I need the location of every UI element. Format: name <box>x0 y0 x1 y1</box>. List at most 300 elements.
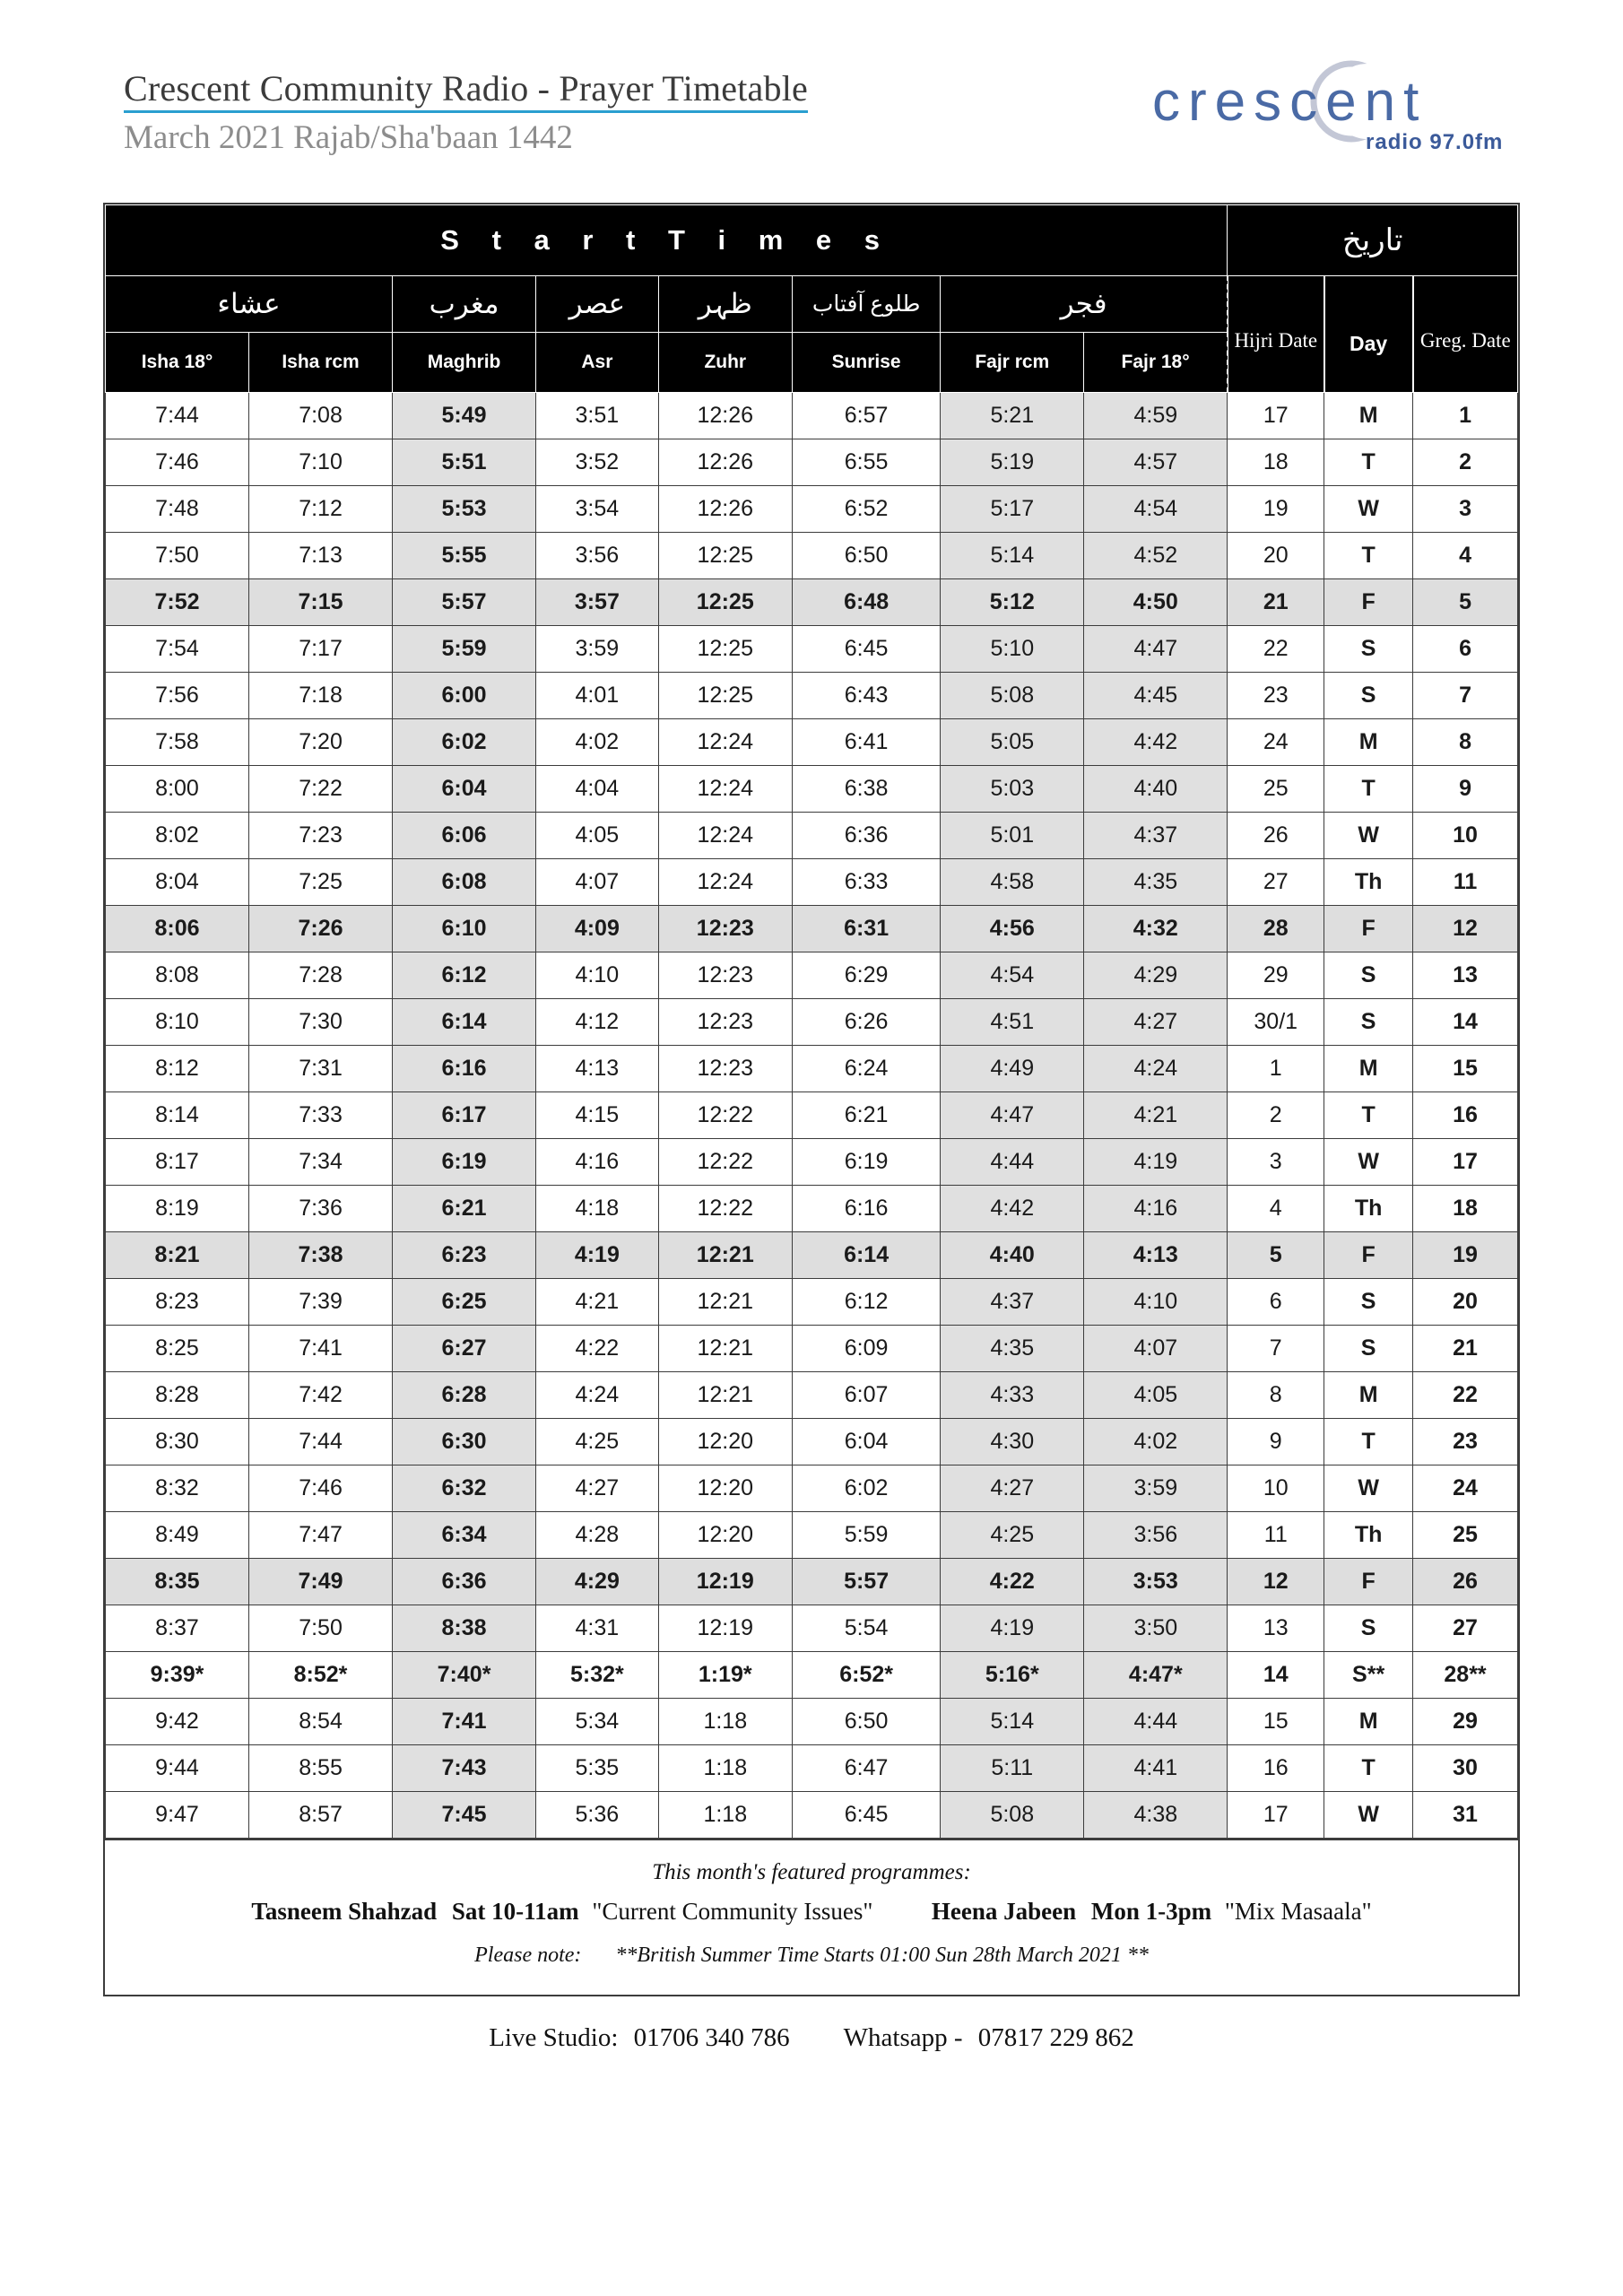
cell-hijri: 17 <box>1228 1792 1324 1839</box>
cell-greg: 9 <box>1413 766 1518 813</box>
table-row <box>106 1139 1518 1186</box>
cell-asr: 4:07 <box>536 859 659 906</box>
cell-asr: 3:56 <box>536 533 659 579</box>
cell-asr: 4:31 <box>536 1605 659 1652</box>
cell-day: S <box>1324 1326 1413 1372</box>
day-header <box>1324 276 1413 393</box>
cell-fajr18: 4:27 <box>1084 999 1228 1046</box>
cell-sunrise: 6:29 <box>792 952 940 999</box>
cell-asr: 4:04 <box>536 766 659 813</box>
cell-hijri: 2 <box>1228 1092 1324 1139</box>
cell-sunrise: 6:26 <box>792 999 940 1046</box>
cell-fajr_rcm: 5:21 <box>941 393 1084 439</box>
cell-fajr18: 4:02 <box>1084 1419 1228 1465</box>
cell-fajr_rcm: 4:49 <box>941 1046 1084 1092</box>
table-row <box>106 439 1518 486</box>
cell-sunrise: 5:57 <box>792 1559 940 1605</box>
cell-zuhr: 12:23 <box>658 999 792 1046</box>
cell-sunrise: 6:31 <box>792 906 940 952</box>
cell-hijri: 30/1 <box>1228 999 1324 1046</box>
cell-hijri: 20 <box>1228 533 1324 579</box>
cell-day: S <box>1324 673 1413 719</box>
table-row <box>106 1512 1518 1559</box>
hijri-date-header-label: Hijri Date <box>1234 328 1318 352</box>
table-row <box>106 1186 1518 1232</box>
cell-zuhr: 12:26 <box>658 439 792 486</box>
cell-fajr18: 4:47* <box>1084 1652 1228 1699</box>
cell-fajr_rcm: 4:22 <box>941 1559 1084 1605</box>
cell-isha_rcm: 7:42 <box>249 1372 393 1419</box>
cell-day: T <box>1324 533 1413 579</box>
cell-fajr_rcm: 4:47 <box>941 1092 1084 1139</box>
cell-sunrise: 6:14 <box>792 1232 940 1279</box>
cell-asr: 4:15 <box>536 1092 659 1139</box>
cell-asr: 4:25 <box>536 1419 659 1465</box>
cell-isha_rcm: 7:46 <box>249 1465 393 1512</box>
featured-programmes-line <box>105 1898 1518 1926</box>
cell-greg: 6 <box>1413 626 1518 673</box>
cell-zuhr: 12:24 <box>658 719 792 766</box>
cell-isha18: 7:44 <box>106 393 249 439</box>
cell-fajr18: 4:50 <box>1084 579 1228 626</box>
cell-sunrise: 6:02 <box>792 1465 940 1512</box>
cell-hijri: 15 <box>1228 1699 1324 1745</box>
cell-hijri: 11 <box>1228 1512 1324 1559</box>
cell-hijri: 14 <box>1228 1652 1324 1699</box>
cell-isha18: 7:58 <box>106 719 249 766</box>
cell-isha18: 8:37 <box>106 1605 249 1652</box>
cell-sunrise: 6:16 <box>792 1186 940 1232</box>
cell-zuhr: 12:25 <box>658 579 792 626</box>
table-row <box>106 1559 1518 1605</box>
cell-fajr_rcm: 5:03 <box>941 766 1084 813</box>
cell-hijri: 22 <box>1228 626 1324 673</box>
cell-day: Th <box>1324 1186 1413 1232</box>
cell-zuhr: 12:23 <box>658 906 792 952</box>
cell-isha_rcm: 7:18 <box>249 673 393 719</box>
cell-isha18: 9:42 <box>106 1699 249 1745</box>
cell-hijri: 26 <box>1228 813 1324 859</box>
cell-isha18: 8:10 <box>106 999 249 1046</box>
table-row <box>106 719 1518 766</box>
cell-day: W <box>1324 1792 1413 1839</box>
cell-asr: 4:16 <box>536 1139 659 1186</box>
cell-zuhr: 12:24 <box>658 766 792 813</box>
isha-urdu-label: عشاء <box>106 276 393 333</box>
cell-maghrib: 6:17 <box>393 1092 536 1139</box>
notes-panel <box>103 1840 1520 1996</box>
sunrise-urdu-label: طلوع آفتاب <box>792 276 940 333</box>
table-row <box>106 673 1518 719</box>
table-row <box>106 1326 1518 1372</box>
cell-fajr_rcm: 4:37 <box>941 1279 1084 1326</box>
cell-hijri: 5 <box>1228 1232 1324 1279</box>
cell-asr: 3:54 <box>536 486 659 533</box>
cell-isha_rcm: 7:25 <box>249 859 393 906</box>
cell-maghrib: 6:28 <box>393 1372 536 1419</box>
cell-hijri: 21 <box>1228 579 1324 626</box>
cell-fajr18: 4:37 <box>1084 813 1228 859</box>
cell-fajr_rcm: 4:30 <box>941 1419 1084 1465</box>
cell-day: M <box>1324 1046 1413 1092</box>
cell-greg: 31 <box>1413 1792 1518 1839</box>
cell-isha_rcm: 7:23 <box>249 813 393 859</box>
cell-isha18: 8:23 <box>106 1279 249 1326</box>
cell-fajr18: 4:52 <box>1084 533 1228 579</box>
cell-isha18: 8:21 <box>106 1232 249 1279</box>
start-times-band: S t a r t T i m e s <box>106 205 1228 276</box>
cell-maghrib: 6:23 <box>393 1232 536 1279</box>
programme-1-host: Tasneem Shahzad <box>251 1898 438 1925</box>
cell-hijri: 23 <box>1228 673 1324 719</box>
cell-fajr18: 4:32 <box>1084 906 1228 952</box>
cell-isha18: 8:25 <box>106 1326 249 1372</box>
cell-greg: 24 <box>1413 1465 1518 1512</box>
cell-fajr_rcm: 5:10 <box>941 626 1084 673</box>
cell-fajr_rcm: 4:42 <box>941 1186 1084 1232</box>
cell-isha_rcm: 7:50 <box>249 1605 393 1652</box>
table-row <box>106 1652 1518 1699</box>
cell-sunrise: 6:43 <box>792 673 940 719</box>
cell-hijri: 18 <box>1228 439 1324 486</box>
cell-fajr18: 3:59 <box>1084 1465 1228 1512</box>
col-header-asr: Asr <box>536 333 659 393</box>
cell-asr: 4:24 <box>536 1372 659 1419</box>
cell-isha18: 7:52 <box>106 579 249 626</box>
programme-2-slot: Mon 1-3pm <box>1090 1898 1212 1925</box>
cell-maghrib: 6:04 <box>393 766 536 813</box>
cell-isha18: 8:30 <box>106 1419 249 1465</box>
cell-maghrib: 6:12 <box>393 952 536 999</box>
cell-fajr18: 4:45 <box>1084 673 1228 719</box>
cell-fajr18: 4:38 <box>1084 1792 1228 1839</box>
cell-hijri: 4 <box>1228 1186 1324 1232</box>
cell-isha18: 7:46 <box>106 439 249 486</box>
cell-sunrise: 6:04 <box>792 1419 940 1465</box>
cell-asr: 4:18 <box>536 1186 659 1232</box>
cell-sunrise: 6:57 <box>792 393 940 439</box>
cell-greg: 23 <box>1413 1419 1518 1465</box>
live-studio-number: 01706 340 786 <box>633 2023 790 2052</box>
cell-day: F <box>1324 906 1413 952</box>
cell-isha_rcm: 7:28 <box>249 952 393 999</box>
cell-asr: 4:10 <box>536 952 659 999</box>
cell-sunrise: 6:47 <box>792 1745 940 1792</box>
col-header-zuhr: Zuhr <box>658 333 792 393</box>
cell-isha18: 7:48 <box>106 486 249 533</box>
cell-greg: 16 <box>1413 1092 1518 1139</box>
cell-fajr18: 4:29 <box>1084 952 1228 999</box>
cell-zuhr: 12:19 <box>658 1559 792 1605</box>
cell-fajr_rcm: 5:12 <box>941 579 1084 626</box>
cell-maghrib: 6:32 <box>393 1465 536 1512</box>
cell-fajr18: 4:16 <box>1084 1186 1228 1232</box>
table-row <box>106 1792 1518 1839</box>
cell-zuhr: 12:22 <box>658 1092 792 1139</box>
cell-sunrise: 6:21 <box>792 1092 940 1139</box>
cell-hijri: 7 <box>1228 1326 1324 1372</box>
cell-sunrise: 6:45 <box>792 1792 940 1839</box>
cell-maghrib: 5:53 <box>393 486 536 533</box>
cell-fajr18: 4:05 <box>1084 1372 1228 1419</box>
cell-zuhr: 12:19 <box>658 1605 792 1652</box>
cell-day: T <box>1324 1745 1413 1792</box>
cell-greg: 5 <box>1413 579 1518 626</box>
cell-fajr_rcm: 5:05 <box>941 719 1084 766</box>
cell-asr: 4:01 <box>536 673 659 719</box>
cell-greg: 21 <box>1413 1326 1518 1372</box>
cell-greg: 26 <box>1413 1559 1518 1605</box>
cell-fajr18: 4:35 <box>1084 859 1228 906</box>
cell-zuhr: 12:23 <box>658 952 792 999</box>
fajr-urdu-label: فجر <box>941 276 1228 333</box>
cell-asr: 4:22 <box>536 1326 659 1372</box>
cell-day: T <box>1324 766 1413 813</box>
cell-day: S** <box>1324 1652 1413 1699</box>
page-header <box>124 0 1520 178</box>
cell-zuhr: 1:18 <box>658 1699 792 1745</box>
cell-isha_rcm: 7:20 <box>249 719 393 766</box>
cell-hijri: 16 <box>1228 1745 1324 1792</box>
cell-fajr18: 4:41 <box>1084 1745 1228 1792</box>
cell-isha_rcm: 7:17 <box>249 626 393 673</box>
table-row <box>106 766 1518 813</box>
cell-isha18: 9:47 <box>106 1792 249 1839</box>
cell-hijri: 8 <box>1228 1372 1324 1419</box>
cell-fajr_rcm: 4:51 <box>941 999 1084 1046</box>
table-row <box>106 626 1518 673</box>
cell-day: M <box>1324 719 1413 766</box>
cell-sunrise: 6:09 <box>792 1326 940 1372</box>
cell-hijri: 13 <box>1228 1605 1324 1652</box>
cell-isha_rcm: 7:22 <box>249 766 393 813</box>
cell-maghrib: 6:10 <box>393 906 536 952</box>
cell-fajr18: 4:19 <box>1084 1139 1228 1186</box>
cell-fajr18: 4:44 <box>1084 1699 1228 1745</box>
cell-isha_rcm: 8:52* <box>249 1652 393 1699</box>
cell-greg: 13 <box>1413 952 1518 999</box>
table-row <box>106 393 1518 439</box>
cell-hijri: 24 <box>1228 719 1324 766</box>
cell-zuhr: 12:23 <box>658 1046 792 1092</box>
cell-hijri: 17 <box>1228 393 1324 439</box>
cell-asr: 4:27 <box>536 1465 659 1512</box>
cell-greg: 18 <box>1413 1186 1518 1232</box>
page-title: Crescent Community Radio - Prayer Timetable <box>124 70 808 113</box>
cell-sunrise: 6:50 <box>792 1699 940 1745</box>
title-block <box>124 70 808 156</box>
zuhr-urdu-label: ظہر <box>658 276 792 333</box>
cell-day: Th <box>1324 859 1413 906</box>
greg-date-header <box>1413 276 1518 393</box>
cell-fajr_rcm: 5:14 <box>941 533 1084 579</box>
cell-isha18: 8:14 <box>106 1092 249 1139</box>
cell-greg: 10 <box>1413 813 1518 859</box>
cell-sunrise: 5:54 <box>792 1605 940 1652</box>
table-row <box>106 1092 1518 1139</box>
cell-isha18: 7:54 <box>106 626 249 673</box>
cell-asr: 4:13 <box>536 1046 659 1092</box>
cell-fajr18: 3:50 <box>1084 1605 1228 1652</box>
band-row <box>106 205 1518 276</box>
table-row <box>106 1372 1518 1419</box>
cell-greg: 11 <box>1413 859 1518 906</box>
cell-maghrib: 5:49 <box>393 393 536 439</box>
cell-day: F <box>1324 1232 1413 1279</box>
urdu-group-row <box>106 276 1518 333</box>
hijri-date-header <box>1228 276 1324 393</box>
whatsapp-number: 07817 229 862 <box>977 2023 1134 2052</box>
cell-day: T <box>1324 439 1413 486</box>
programme-1-title: "Current Community Issues" <box>592 1898 873 1925</box>
cell-isha_rcm: 7:10 <box>249 439 393 486</box>
cell-fajr18: 4:10 <box>1084 1279 1228 1326</box>
cell-fajr_rcm: 5:11 <box>941 1745 1084 1792</box>
cell-maghrib: 7:43 <box>393 1745 536 1792</box>
cell-sunrise: 6:36 <box>792 813 940 859</box>
cell-fajr18: 4:54 <box>1084 486 1228 533</box>
cell-hijri: 12 <box>1228 1559 1324 1605</box>
cell-isha18: 9:44 <box>106 1745 249 1792</box>
cell-isha_rcm: 7:12 <box>249 486 393 533</box>
cell-asr: 4:29 <box>536 1559 659 1605</box>
cell-zuhr: 12:25 <box>658 533 792 579</box>
table-row <box>106 906 1518 952</box>
cell-greg: 19 <box>1413 1232 1518 1279</box>
cell-greg: 28** <box>1413 1652 1518 1699</box>
cell-fajr_rcm: 4:33 <box>941 1372 1084 1419</box>
cell-fajr_rcm: 5:16* <box>941 1652 1084 1699</box>
cell-fajr_rcm: 4:19 <box>941 1605 1084 1652</box>
cell-sunrise: 6:48 <box>792 579 940 626</box>
cell-hijri: 1 <box>1228 1046 1324 1092</box>
table-row <box>106 1745 1518 1792</box>
cell-isha18: 7:50 <box>106 533 249 579</box>
cell-asr: 3:57 <box>536 579 659 626</box>
cell-zuhr: 12:21 <box>658 1232 792 1279</box>
cell-day: Th <box>1324 1512 1413 1559</box>
cell-zuhr: 12:24 <box>658 859 792 906</box>
cell-hijri: 3 <box>1228 1139 1324 1186</box>
cell-day: T <box>1324 1419 1413 1465</box>
cell-greg: 1 <box>1413 393 1518 439</box>
cell-isha_rcm: 7:15 <box>249 579 393 626</box>
cell-maghrib: 6:27 <box>393 1326 536 1372</box>
please-note-line <box>105 1944 1518 1968</box>
prayer-timetable <box>105 204 1518 1839</box>
cell-fajr_rcm: 5:14 <box>941 1699 1084 1745</box>
please-note-label: Please note: <box>474 1944 582 1967</box>
cell-isha_rcm: 7:08 <box>249 393 393 439</box>
cell-day: F <box>1324 579 1413 626</box>
cell-fajr_rcm: 5:08 <box>941 1792 1084 1839</box>
cell-maghrib: 6:21 <box>393 1186 536 1232</box>
cell-fajr18: 4:40 <box>1084 766 1228 813</box>
cell-day: M <box>1324 1372 1413 1419</box>
programme-2-title: "Mix Masaala" <box>1224 1898 1372 1925</box>
timetable-container <box>103 203 1520 1840</box>
cell-fajr18: 4:07 <box>1084 1326 1228 1372</box>
cell-hijri: 29 <box>1228 952 1324 999</box>
col-header-sunrise: Sunrise <box>792 333 940 393</box>
cell-fajr18: 3:53 <box>1084 1559 1228 1605</box>
cell-greg: 2 <box>1413 439 1518 486</box>
cell-asr: 3:52 <box>536 439 659 486</box>
cell-hijri: 9 <box>1228 1419 1324 1465</box>
maghrib-urdu-label: مغرب <box>393 276 536 333</box>
col-header-isha-rcm: Isha rcm <box>249 333 393 393</box>
cell-sunrise: 6:45 <box>792 626 940 673</box>
cell-zuhr: 12:25 <box>658 673 792 719</box>
cell-fajr_rcm: 5:08 <box>941 673 1084 719</box>
cell-fajr18: 4:21 <box>1084 1092 1228 1139</box>
cell-greg: 30 <box>1413 1745 1518 1792</box>
cell-greg: 25 <box>1413 1512 1518 1559</box>
cell-asr: 5:32* <box>536 1652 659 1699</box>
cell-maghrib: 6:16 <box>393 1046 536 1092</box>
cell-isha_rcm: 8:55 <box>249 1745 393 1792</box>
cell-asr: 5:34 <box>536 1699 659 1745</box>
table-row <box>106 1605 1518 1652</box>
cell-isha18: 8:28 <box>106 1372 249 1419</box>
cell-day: S <box>1324 1279 1413 1326</box>
programme-1-slot: Sat 10-11am <box>451 1898 579 1925</box>
cell-day: S <box>1324 626 1413 673</box>
cell-isha18: 8:00 <box>106 766 249 813</box>
cell-isha_rcm: 7:41 <box>249 1326 393 1372</box>
cell-asr: 4:12 <box>536 999 659 1046</box>
cell-fajr_rcm: 4:54 <box>941 952 1084 999</box>
cell-fajr18: 4:59 <box>1084 393 1228 439</box>
cell-maghrib: 6:34 <box>393 1512 536 1559</box>
cell-fajr_rcm: 4:44 <box>941 1139 1084 1186</box>
cell-isha_rcm: 7:13 <box>249 533 393 579</box>
table-row <box>106 1046 1518 1092</box>
cell-day: M <box>1324 393 1413 439</box>
cell-zuhr: 12:22 <box>658 1139 792 1186</box>
please-note-text: **British Summer Time Starts 01:00 Sun 28th March 2021 ** <box>615 1944 1149 1967</box>
cell-fajr_rcm: 4:58 <box>941 859 1084 906</box>
cell-maghrib: 6:06 <box>393 813 536 859</box>
cell-zuhr: 12:26 <box>658 393 792 439</box>
cell-maghrib: 5:51 <box>393 439 536 486</box>
cell-greg: 15 <box>1413 1046 1518 1092</box>
cell-fajr_rcm: 5:17 <box>941 486 1084 533</box>
cell-fajr18: 4:42 <box>1084 719 1228 766</box>
cell-asr: 3:59 <box>536 626 659 673</box>
table-row <box>106 1465 1518 1512</box>
cell-sunrise: 6:52 <box>792 486 940 533</box>
cell-hijri: 6 <box>1228 1279 1324 1326</box>
cell-sunrise: 6:50 <box>792 533 940 579</box>
cell-zuhr: 1:19* <box>658 1652 792 1699</box>
cell-hijri: 19 <box>1228 486 1324 533</box>
cell-maghrib: 6:19 <box>393 1139 536 1186</box>
col-header-maghrib: Maghrib <box>393 333 536 393</box>
cell-day: W <box>1324 486 1413 533</box>
asr-urdu-label: عصر <box>536 276 659 333</box>
cell-greg: 8 <box>1413 719 1518 766</box>
cell-isha_rcm: 7:39 <box>249 1279 393 1326</box>
cell-maghrib: 6:25 <box>393 1279 536 1326</box>
cell-zuhr: 12:20 <box>658 1512 792 1559</box>
cell-maghrib: 6:08 <box>393 859 536 906</box>
table-row <box>106 533 1518 579</box>
cell-maghrib: 7:41 <box>393 1699 536 1745</box>
cell-day: T <box>1324 1092 1413 1139</box>
cell-isha_rcm: 7:33 <box>249 1092 393 1139</box>
cell-isha18: 8:19 <box>106 1186 249 1232</box>
